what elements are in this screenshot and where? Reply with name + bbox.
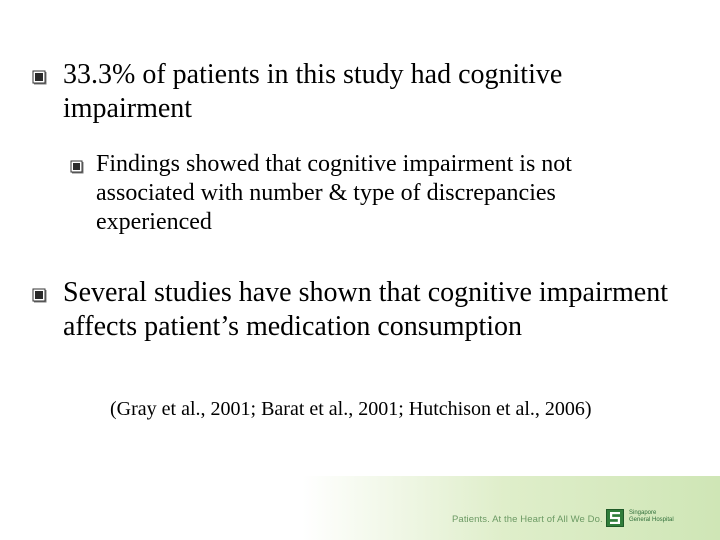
bullet-item bbox=[32, 58, 692, 125]
hospital-name-line2: General Hospital bbox=[629, 517, 674, 523]
hospital-name-line1: Singapore bbox=[629, 510, 657, 516]
footer bbox=[0, 476, 720, 540]
bullet-text: Findings showed that cognitive impairment is not associated with number & type of discrepancies experienced bbox=[96, 151, 572, 235]
bullet-text: Several studies have shown that cognitive impairment affects patient’s medication consumption bbox=[63, 277, 668, 342]
page-bullet-icon bbox=[70, 160, 84, 174]
footer-tagline: Patients. At the Heart of All We Do. bbox=[452, 514, 603, 525]
page-bullet-icon bbox=[32, 70, 47, 85]
page-bullet-icon bbox=[32, 288, 47, 303]
hospital-name bbox=[629, 510, 674, 524]
bullet-item bbox=[32, 276, 692, 343]
citation: (Gray et al., 2001; Barat et al., 2001; Hutchison et al., 2006) bbox=[110, 398, 592, 420]
bullet-text: 33.3% of patients in this study had cognitive impairment bbox=[63, 59, 563, 124]
sgh-logo-icon bbox=[606, 509, 624, 527]
sub-bullet-item bbox=[70, 150, 670, 236]
